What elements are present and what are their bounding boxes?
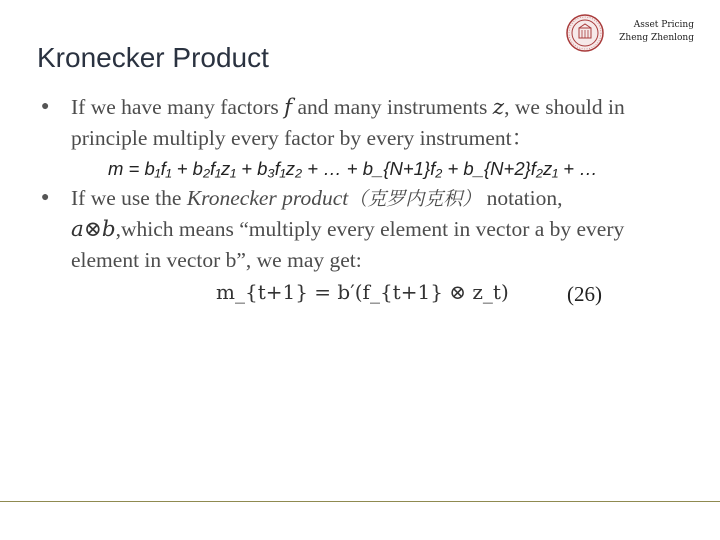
university-seal-logo [566, 14, 604, 52]
bullet-kronecker [41, 183, 691, 275]
slide-body [41, 92, 691, 311]
equation-26 [41, 277, 691, 311]
kronecker-term: Kronecker product [186, 186, 349, 210]
footer-divider [0, 501, 720, 502]
bullet-dot: ● [41, 99, 50, 114]
bullet1-text-pre: If we have many factors [71, 95, 285, 119]
bullet2-text-pre: If we use the [71, 186, 187, 210]
bullet-dot: ● [41, 190, 50, 205]
author-name: Zheng Zhenlong [619, 33, 694, 43]
bullet2-text-rest: ,which means “multiply every element in vector a by every element in vector b”, we may get: [71, 217, 625, 272]
bullet2-text-post: notation, [481, 186, 563, 210]
bullet1-text-mid: and many instruments [292, 95, 493, 119]
kronecker-sdf-formula: m_{t+1} = b′(f_{t+1} ⊗ z_t) [216, 280, 509, 304]
slide-title: Kronecker Product [37, 42, 269, 73]
factor-symbol-f: f [284, 95, 293, 120]
kronecker-ab-expression: a⊗b [71, 217, 116, 242]
header-meta [619, 19, 694, 45]
equation-number: (26) [567, 282, 602, 306]
bullet-factors-instruments [41, 92, 691, 153]
kronecker-chinese-term: （克罗内克积） [348, 188, 482, 210]
sdf-expansion-formula: m = b₁f₁ + b₂f₁z₁ + b₃f₁z₂ + … + b_{N+1}f₂ + b_{N+2}f₂z₁ + … [108, 158, 598, 179]
bullet1-text-post: , we should in principle multiply every factor by every instrument： [71, 95, 625, 150]
instrument-symbol-z: z [492, 95, 505, 120]
course-name: Asset Pricing [633, 20, 694, 30]
